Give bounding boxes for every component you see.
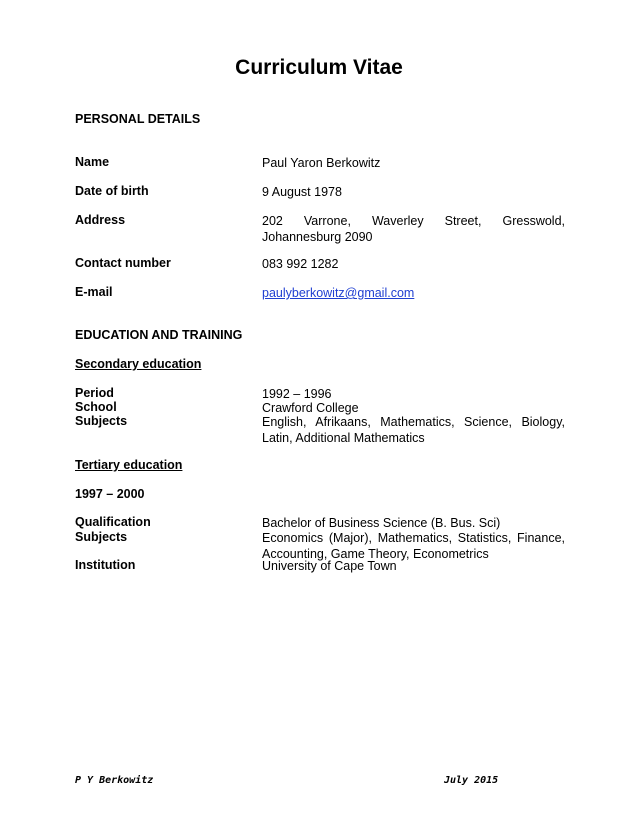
tertiary-subjects-value: Economics (Major), Mathematics, Statistics, Finance, Accounting, Game Theory, Econometrics bbox=[262, 531, 565, 561]
school-label: School bbox=[75, 400, 117, 414]
document-title: Curriculum Vitae bbox=[235, 56, 403, 79]
tertiary-period: 1997 – 2000 bbox=[75, 487, 145, 501]
tertiary-subjects-label: Subjects bbox=[75, 530, 128, 544]
qualification-label: Qualification bbox=[75, 515, 151, 529]
education-heading: EDUCATION AND TRAINING bbox=[75, 328, 243, 342]
contact-label: Contact number bbox=[75, 256, 171, 270]
footer-date: July 2015 bbox=[444, 775, 499, 786]
school-value: Crawford College bbox=[262, 401, 359, 415]
institution-label: Institution bbox=[75, 558, 136, 572]
footer-author: P Y Berkowitz bbox=[75, 775, 154, 786]
email-link[interactable]: paulyberkowitz@gmail.com bbox=[262, 286, 415, 300]
name-label: Name bbox=[75, 155, 110, 169]
qualification-value: Bachelor of Business Science (B. Bus. Sci) bbox=[262, 516, 501, 530]
secondary-education-heading: Secondary education bbox=[75, 357, 202, 371]
email-label: E-mail bbox=[75, 285, 113, 299]
personal-details-heading: PERSONAL DETAILS bbox=[75, 112, 201, 126]
secondary-subjects-label: Subjects bbox=[75, 414, 128, 428]
tertiary-education-heading: Tertiary education bbox=[75, 458, 183, 472]
period-label: Period bbox=[75, 386, 114, 400]
period-value: 1992 – 1996 bbox=[262, 387, 332, 401]
dob-value: 9 August 1978 bbox=[262, 185, 342, 199]
address-value: 202 Varrone, Waverley Street, Gresswold, Johannesburg 2090 bbox=[262, 214, 565, 244]
institution-value: University of Cape Town bbox=[262, 559, 397, 573]
contact-value: 083 992 1282 bbox=[262, 257, 339, 271]
address-label: Address bbox=[75, 213, 126, 227]
name-value: Paul Yaron Berkowitz bbox=[262, 156, 381, 170]
dob-label: Date of birth bbox=[75, 184, 149, 198]
secondary-subjects-value: English, Afrikaans, Mathematics, Science, Biology, Latin, Additional Mathematics bbox=[262, 415, 565, 445]
